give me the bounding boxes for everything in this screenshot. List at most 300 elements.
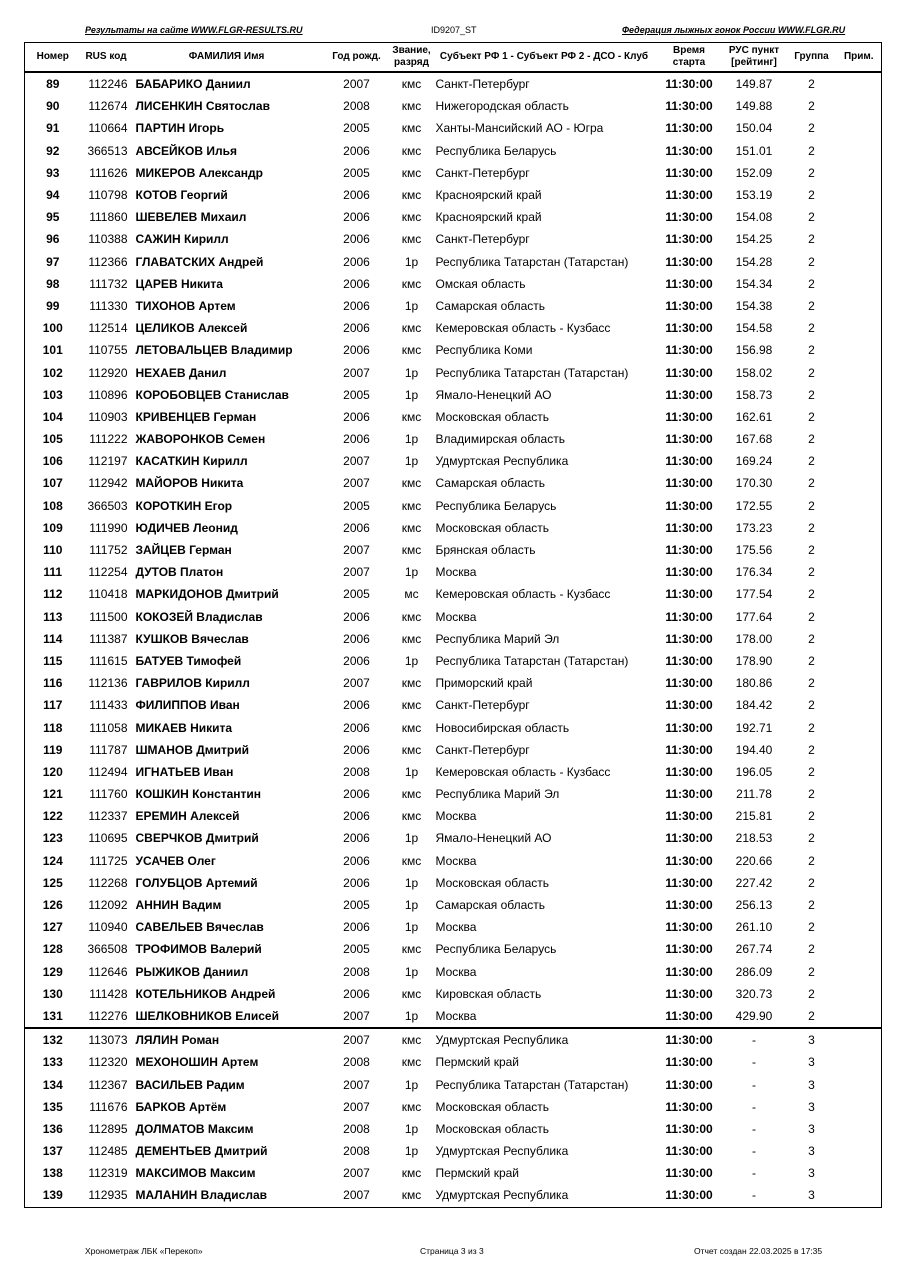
athlete-name-cell: МИКЕРОВ Александр [135, 165, 263, 180]
rus-code-cell: 112320 [88, 1055, 128, 1070]
note-cell [837, 117, 882, 139]
start-time-cell: 11:30:00 [665, 188, 713, 203]
table-row [25, 1051, 882, 1073]
table-row [25, 805, 882, 827]
group-cell: 2 [808, 409, 815, 424]
group-cell: 2 [808, 653, 815, 668]
region-cell: Брянская область [435, 543, 536, 558]
note-cell [837, 561, 882, 583]
group-cell: 2 [808, 787, 815, 802]
start-time-cell: 11:30:00 [665, 809, 713, 824]
start-time-cell: 11:30:00 [665, 1099, 713, 1114]
start-time-cell: 11:30:00 [665, 986, 713, 1001]
birth-year-cell: 2006 [343, 432, 370, 447]
athlete-name-cell: ЛЯЛИН Роман [132, 1028, 322, 1051]
note-cell [837, 273, 882, 295]
athlete-name-cell: МАРКИДОНОВ Дмитрий [135, 587, 279, 602]
table-row [25, 872, 882, 894]
athlete-name-cell: КАСАТКИН Кирилл [135, 454, 248, 469]
table-row [25, 384, 882, 406]
rus-points-cell: 176.34 [735, 565, 773, 580]
start-number-cell: 92 [46, 143, 60, 158]
group-cell: 2 [808, 942, 815, 957]
start-number-cell: 110 [43, 543, 63, 558]
region-cell: Москва [435, 964, 477, 979]
start-number-cell: 124 [42, 853, 63, 868]
birth-year-cell: 2007 [343, 365, 370, 380]
note-cell [837, 295, 882, 317]
group-cell: 2 [808, 387, 815, 402]
note-cell [837, 184, 882, 206]
race-id: ID9207_ST [431, 25, 477, 35]
note-cell [837, 761, 882, 783]
birth-year-cell: 2007 [343, 1008, 370, 1023]
note-cell [837, 361, 882, 383]
rank-cell: 1р [404, 898, 419, 913]
region-cell: Москва [435, 853, 477, 868]
rank-cell: кмс [401, 232, 422, 247]
group-cell: 2 [808, 609, 815, 624]
start-number-cell: 96 [46, 232, 60, 247]
rus-code-cell: 111732 [89, 276, 128, 291]
start-time-cell: 11:30:00 [665, 1121, 713, 1136]
group-cell: 2 [808, 232, 815, 247]
rus-code-cell: 112942 [88, 476, 128, 491]
birth-year-cell: 2007 [343, 1166, 370, 1181]
start-time-cell: 11:30:00 [665, 964, 713, 979]
athlete-name-cell: МЕХОНОШИН Артем [135, 1055, 259, 1070]
col-header-region: Субъект РФ 1 - Субъект РФ 2 - ДСО - Клуб [432, 43, 657, 73]
start-number-cell: 89 [46, 77, 60, 92]
rus-code-cell: 112514 [88, 321, 128, 336]
table-row [25, 539, 882, 561]
region-cell: Самарская область [435, 898, 546, 913]
athlete-name-cell: РЫЖИКОВ Даниил [135, 964, 249, 979]
athlete-name-cell: МАКСИМОВ Максим [135, 1166, 256, 1181]
rank-cell: кмс [401, 809, 422, 824]
note-cell [837, 827, 882, 849]
start-number-cell: 120 [42, 764, 63, 779]
athlete-name-cell: САВЕЛЬЕВ Вячеслав [135, 920, 264, 935]
note-cell [837, 450, 882, 472]
start-time-cell: 11:30:00 [665, 143, 713, 158]
athlete-name-cell: САЖИН Кирилл [135, 232, 229, 247]
birth-year-cell: 2008 [343, 1055, 370, 1070]
group-cell: 3 [808, 1077, 815, 1092]
rus-code-cell: 110940 [88, 920, 128, 935]
group-cell: 3 [787, 1028, 837, 1051]
rank-cell: кмс [401, 188, 422, 203]
birth-year-cell: 2006 [343, 631, 370, 646]
rank-cell: кмс [401, 210, 422, 225]
start-time-cell: 11:30:00 [665, 121, 713, 136]
rank-cell: кмс [401, 631, 422, 646]
table-row [25, 894, 882, 916]
athlete-name-cell: ГАВРИЛОВ Кирилл [135, 676, 250, 691]
region-cell: Красноярский край [435, 210, 542, 225]
start-time-cell: 11:30:00 [665, 1055, 713, 1070]
table-row [25, 739, 882, 761]
rus-points-cell: 156.98 [735, 343, 773, 358]
region-cell: Красноярский край [435, 188, 542, 203]
start-number-cell: 138 [42, 1166, 63, 1181]
birth-year-cell: 2005 [343, 587, 370, 602]
rus-points-cell: 154.08 [735, 210, 773, 225]
birth-year-cell: 2005 [343, 942, 370, 957]
note-cell [837, 517, 882, 539]
rus-code-cell: 111615 [89, 653, 128, 668]
birth-year-cell: 2007 [343, 454, 370, 469]
col-header-time-line2: старта [672, 57, 706, 68]
athlete-name-cell: КОТОВ Георгий [135, 188, 228, 203]
start-number-cell: 121 [42, 787, 63, 802]
start-number-cell: 115 [43, 653, 63, 668]
rus-points-cell: 215.81 [735, 809, 773, 824]
rus-points-cell: 267.74 [735, 942, 773, 957]
birth-year-cell: 2006 [343, 232, 370, 247]
athlete-name-cell: КУШКОВ Вячеслав [135, 631, 249, 646]
note-cell [837, 783, 882, 805]
table-row [25, 938, 882, 960]
table-row [25, 916, 882, 938]
start-time-cell: 11:30:00 [665, 609, 713, 624]
rus-code-cell: 110388 [88, 232, 128, 247]
rus-code-cell: 112197 [88, 454, 128, 469]
start-time-cell: 11:30:00 [665, 476, 713, 491]
start-number-cell: 100 [42, 321, 63, 336]
rus-code-cell: 112366 [88, 254, 128, 269]
rus-points-cell: - [752, 1166, 756, 1181]
rank-cell: кмс [401, 165, 422, 180]
rank-cell: кмс [401, 720, 422, 735]
rus-code-cell: 110664 [88, 121, 128, 136]
rank-cell: кмс [401, 1099, 422, 1114]
table-row [25, 628, 882, 650]
rank-cell: 1р [404, 653, 419, 668]
note-cell [837, 583, 882, 605]
table-row [25, 761, 882, 783]
region-cell: Республика Беларусь [435, 942, 557, 957]
start-number-cell: 99 [46, 298, 60, 313]
rus-points-cell: 320.73 [735, 986, 773, 1001]
athlete-name-cell: ЕРЕМИН Алексей [135, 809, 240, 824]
table-row [25, 983, 882, 1005]
group-cell: 2 [808, 520, 815, 535]
rus-code-cell: 112367 [88, 1077, 128, 1092]
group-cell: 3 [808, 1188, 815, 1203]
athlete-name-cell: ИГНАТЬЕВ Иван [135, 764, 234, 779]
region-cell: Нижегородская область [435, 99, 569, 114]
start-number-cell: 106 [42, 454, 63, 469]
region-cell: Московская область [435, 520, 550, 535]
start-number-cell: 90 [46, 99, 60, 114]
rus-code-cell: 112674 [88, 99, 128, 114]
rus-points-cell: 178.90 [735, 653, 773, 668]
table-row [25, 672, 882, 694]
start-time-cell: 11:30:00 [665, 565, 713, 580]
footer-report-date: Отчет создан 22.03.2025 в 17:35 [694, 1246, 823, 1256]
note-cell [837, 916, 882, 938]
note-cell [837, 228, 882, 250]
rus-points-cell: 211.78 [736, 787, 772, 802]
rank-cell: кмс [401, 676, 422, 691]
rus-points-cell: 158.73 [735, 387, 773, 402]
note-cell [837, 140, 882, 162]
start-number-cell: 134 [42, 1077, 63, 1092]
birth-year-cell: 2005 [343, 165, 370, 180]
athlete-name-cell: ШМАНОВ Дмитрий [135, 742, 249, 757]
start-number-cell: 133 [42, 1055, 63, 1070]
start-number-cell: 139 [42, 1188, 63, 1203]
birth-year-cell: 2005 [343, 498, 370, 513]
athlete-name-cell: ЛЕТОВАЛЬЦЕВ Владимир [135, 343, 293, 358]
rus-code-cell: 110755 [88, 343, 128, 358]
rank-cell: 1р [404, 387, 419, 402]
rus-points-cell: 177.64 [735, 609, 773, 624]
region-cell: Республика Марий Эл [435, 787, 560, 802]
table-body [25, 72, 882, 1207]
note-cell [837, 162, 882, 184]
birth-year-cell: 2007 [343, 1099, 370, 1114]
rus-code-cell: 111500 [89, 609, 128, 624]
start-time-cell: 11:30:00 [665, 165, 713, 180]
group-cell: 2 [808, 698, 815, 713]
note-cell [837, 428, 882, 450]
region-cell: Удмуртская Республика [435, 1144, 569, 1159]
start-time-cell: 11:30:00 [665, 387, 713, 402]
group-cell: 2 [808, 920, 815, 935]
athlete-name-cell: ЛИСЕНКИН Святослав [135, 99, 270, 114]
table-row [25, 1140, 882, 1162]
region-cell: Республика Татарстан (Татарстан) [435, 1077, 629, 1092]
athlete-name-cell: МАЛАНИН Владислав [135, 1188, 267, 1203]
rank-cell: кмс [401, 121, 422, 136]
start-number-cell: 118 [43, 720, 63, 735]
rank-cell: 1р [404, 365, 419, 380]
rus-code-cell: 112092 [88, 898, 128, 913]
athlete-name-cell: СВЕРЧКОВ Дмитрий [135, 831, 259, 846]
rus-points-cell: - [752, 1077, 756, 1092]
group-cell: 2 [808, 853, 815, 868]
col-header-number: Номер [25, 43, 81, 73]
rus-points-cell: 196.05 [735, 764, 773, 779]
rus-code-cell: 111626 [89, 165, 128, 180]
start-time-cell: 11:30:00 [665, 1188, 713, 1203]
group-cell: 3 [808, 1166, 815, 1181]
table-row [25, 716, 882, 738]
start-number-cell: 135 [42, 1099, 63, 1114]
note-cell [837, 406, 882, 428]
rus-code-cell: 110896 [88, 387, 128, 402]
note-cell [837, 739, 882, 761]
start-time-cell: 11:30:00 [665, 543, 713, 558]
start-time-cell: 11:30:00 [665, 787, 713, 802]
rus-code-cell: 112895 [88, 1121, 128, 1136]
col-header-rank-line2: разряд [394, 57, 429, 68]
birth-year-cell: 2008 [343, 99, 370, 114]
athlete-name-cell: ФИЛИППОВ Иван [135, 698, 240, 713]
rus-code-cell: 111760 [89, 787, 128, 802]
federation-site-link[interactable]: Федерация лыжных гонок России WWW.FLGR.RU [622, 25, 846, 35]
rus-points-cell: 151.01 [735, 143, 773, 158]
region-cell: Санкт-Петербург [435, 232, 530, 247]
results-site-link[interactable]: Результаты на сайте WWW.FLGR-RESULTS.RU [85, 25, 303, 35]
rus-code-cell: 112337 [88, 809, 128, 824]
rus-code-cell: 111787 [89, 742, 128, 757]
birth-year-cell: 2007 [343, 543, 370, 558]
rus-code-cell: 113073 [81, 1028, 132, 1051]
start-number-cell: 104 [42, 409, 63, 424]
region-cell: Кемеровская область - Кузбасс [435, 764, 611, 779]
note-cell [837, 339, 882, 361]
note-cell [837, 961, 882, 983]
rus-points-cell: - [752, 1121, 756, 1136]
rus-points-cell: 149.87 [735, 77, 773, 92]
region-cell: Удмуртская Республика [432, 1028, 657, 1051]
rus-code-cell: 111752 [89, 543, 128, 558]
region-cell: Удмуртская Республика [435, 454, 569, 469]
region-cell: Кемеровская область - Кузбасс [435, 321, 611, 336]
birth-year-cell: 2006 [343, 188, 370, 203]
rus-code-cell: 112646 [88, 964, 128, 979]
table-row [25, 273, 882, 295]
table-row [25, 472, 882, 494]
athlete-name-cell: АВСЕЙКОВ Илья [135, 143, 237, 158]
region-cell: Республика Коми [435, 343, 533, 358]
start-number-cell: 131 [42, 1008, 63, 1023]
table-row [25, 228, 882, 250]
table-row [25, 561, 882, 583]
table-row [25, 95, 882, 117]
rank-cell: 1р [404, 454, 419, 469]
table-row [25, 361, 882, 383]
athlete-name-cell: МИКАЕВ Никита [135, 720, 233, 735]
athlete-name-cell: ШЕЛКОВНИКОВ Елисей [135, 1008, 279, 1023]
start-time-cell: 11:30:00 [665, 520, 713, 535]
col-header-note: Прим. [837, 43, 882, 73]
birth-year-cell: 2005 [343, 898, 370, 913]
rus-points-cell: 220.66 [735, 853, 773, 868]
group-cell: 2 [808, 587, 815, 602]
birth-year-cell: 2006 [343, 831, 370, 846]
athlete-name-cell: ПАРТИН Игорь [135, 121, 225, 136]
col-header-rank-line1: Звание, [392, 45, 431, 56]
note-cell [837, 805, 882, 827]
region-cell: Пермский край [435, 1055, 520, 1070]
start-time-cell: 11:30:00 [665, 1008, 713, 1023]
footer-page-number: Страница 3 из 3 [420, 1246, 484, 1256]
start-time-cell: 11:30:00 [665, 676, 713, 691]
start-number-cell: 136 [42, 1121, 63, 1136]
athlete-name-cell: КОКОЗЕЙ Владислав [135, 609, 263, 624]
rus-points-cell: - [752, 1144, 756, 1159]
rus-code-cell: 112935 [88, 1188, 128, 1203]
start-time-cell: 11:30:00 [665, 343, 713, 358]
rus-points-cell: 194.40 [735, 742, 773, 757]
rus-points-cell: 152.09 [735, 165, 773, 180]
start-number-cell: 137 [42, 1144, 63, 1159]
rank-cell: кмс [401, 77, 422, 92]
table-row [25, 339, 882, 361]
start-time-cell: 11:30:00 [665, 942, 713, 957]
start-time-cell: 11:30:00 [665, 210, 713, 225]
rus-points-cell: 149.88 [735, 99, 773, 114]
table-row [25, 1005, 882, 1028]
start-time-cell: 11:30:00 [657, 1028, 722, 1051]
table-row [25, 117, 882, 139]
region-cell: Кемеровская область - Кузбасс [435, 587, 611, 602]
start-number-cell: 117 [43, 698, 63, 713]
region-cell: Удмуртская Республика [435, 1188, 569, 1203]
rus-points-cell: 154.38 [735, 298, 773, 313]
note-cell [837, 472, 882, 494]
athlete-name-cell: КРИВЕНЦЕВ Герман [135, 409, 257, 424]
footer-timing: Хронометраж ЛБК «Перекоп» [85, 1246, 203, 1256]
start-time-cell: 11:30:00 [665, 698, 713, 713]
group-cell: 2 [808, 254, 815, 269]
table-row [25, 961, 882, 983]
table-row [25, 1162, 882, 1184]
rank-cell: кмс [401, 1166, 422, 1181]
group-cell: 2 [808, 210, 815, 225]
rus-points-cell: 170.30 [735, 476, 773, 491]
birth-year-cell: 2006 [343, 343, 370, 358]
rus-code-cell: 112319 [88, 1166, 128, 1181]
rank-cell: кмс [401, 853, 422, 868]
region-cell: Москва [435, 609, 477, 624]
table-row [25, 140, 882, 162]
start-number-cell: 122 [42, 809, 63, 824]
rank-cell: кмс [401, 942, 422, 957]
athlete-name-cell: ЗАЙЦЕВ Герман [135, 543, 232, 558]
table-row [25, 783, 882, 805]
start-time-cell: 11:30:00 [665, 432, 713, 447]
athlete-name-cell: НЕХАЕВ Данил [135, 365, 227, 380]
start-number-cell: 127 [42, 920, 63, 935]
rank-cell: 1р [404, 1121, 419, 1136]
rus-code-cell: 112268 [88, 875, 128, 890]
table-row [25, 184, 882, 206]
birth-year-cell: 2007 [343, 476, 370, 491]
rus-code-cell: 112276 [88, 1008, 128, 1023]
start-time-cell: 11:30:00 [665, 409, 713, 424]
group-cell: 2 [808, 898, 815, 913]
region-cell: Москва [435, 920, 477, 935]
rank-cell: 1р [404, 254, 419, 269]
start-number-cell: 119 [43, 742, 63, 757]
birth-year-cell: 2006 [343, 787, 370, 802]
rus-code-cell: 110418 [88, 587, 128, 602]
table-row [25, 72, 882, 95]
region-cell: Московская область [435, 1121, 550, 1136]
rus-points-cell: 154.34 [735, 276, 773, 291]
rus-points-cell: 192.71 [735, 720, 773, 735]
rus-code-cell: 111387 [89, 631, 128, 646]
group-cell: 2 [808, 875, 815, 890]
start-number-cell: 95 [46, 210, 60, 225]
start-list-table [24, 42, 882, 1208]
rus-points-cell: 172.55 [735, 498, 773, 513]
note-cell [837, 251, 882, 273]
col-header-rank [392, 43, 432, 73]
rank-cell: кмс [401, 321, 422, 336]
start-time-cell: 11:30:00 [665, 742, 713, 757]
start-time-cell: 11:30:00 [665, 321, 713, 336]
start-number-cell: 105 [42, 432, 63, 447]
athlete-name-cell: ДУТОВ Платон [135, 565, 224, 580]
rus-points-cell: 218.53 [735, 831, 773, 846]
athlete-name-cell: КОШКИН Константин [135, 787, 262, 802]
